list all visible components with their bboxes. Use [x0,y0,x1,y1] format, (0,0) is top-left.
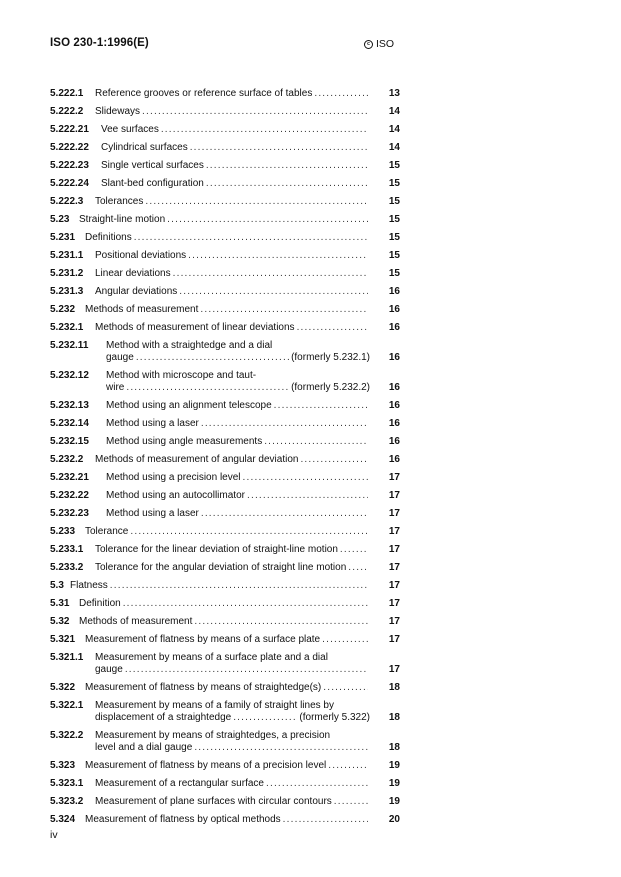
toc-entry [50,760,400,772]
toc-entry-title: Linear deviations [95,268,171,279]
toc-entry-title: Tolerance for the angular deviation of straight line motion [95,562,347,573]
toc-entry [50,814,400,826]
toc-entry-title: Measurement of flatness by means of straightedge(s) [85,682,322,693]
toc-entry-title: Method using a laser [106,418,199,429]
toc-entry-number: 5.222.1 [50,88,84,99]
dot-leader [161,124,368,136]
dot-leader [194,742,368,754]
toc-entry-number: 5.323.1 [50,778,84,789]
toc-entry [50,340,400,364]
toc-entry-number: 5.231.3 [50,286,84,297]
dot-leader [190,142,368,154]
toc-entry [50,322,400,334]
toc-entry-number: 5.3 [50,580,64,591]
toc-entry-page: 14 [388,106,400,117]
toc-entry [50,562,400,574]
toc-entry-number: 5.323 [50,760,76,771]
toc-entry-title: Tolerance for the linear deviation of straight-line motion [95,544,338,555]
toc-entry-page: 15 [388,232,400,243]
toc-entry [50,286,400,298]
toc-entry-page: 14 [388,142,400,153]
dot-leader [314,88,368,100]
toc-entry-number: 5.222.22 [50,142,89,153]
toc-entry-page: 15 [388,160,400,171]
dot-leader [283,814,368,826]
toc-entry [50,544,400,556]
dot-leader [264,436,368,448]
toc-entry-number: 5.322.1 [50,700,84,711]
dot-leader [126,382,289,394]
dot-leader [200,304,368,316]
toc-entry [50,400,400,412]
dot-leader [274,400,368,412]
toc-entry [50,142,400,154]
toc-entry-page: 16 [388,322,400,333]
toc-entry-title: Single vertical surfaces [101,160,204,171]
toc-entry [50,124,400,136]
toc-entry-title-continued: displacement of a straightedge [95,712,232,723]
dot-leader [300,454,368,466]
toc-entry [50,526,400,538]
toc-entry [50,730,400,754]
dot-leader [134,232,368,244]
toc-entry-page: 19 [388,796,400,807]
toc-entry-page: 17 [388,616,400,627]
toc-entry [50,418,400,430]
toc-entry-number: 5.232.1 [50,322,84,333]
toc-entry-page: 16 [388,304,400,315]
dot-leader [328,760,368,772]
toc-entry-page: 19 [388,778,400,789]
toc-entry-number: 5.232 [50,304,76,315]
dot-leader [145,196,368,208]
toc-entry-page: 17 [388,526,400,537]
toc-entry [50,652,400,676]
toc-entry-title-continued: wire [106,382,125,393]
toc-entry-number: 5.233.2 [50,562,84,573]
toc-entry-page: 16 [388,400,400,411]
toc-entry-title: Reference grooves or reference surface of tables [95,88,313,99]
dot-leader [123,598,368,610]
dot-leader [201,508,368,520]
toc-entry [50,490,400,502]
toc-entry-number: 5.232.14 [50,418,89,429]
toc-entry-title: Method with a straightedge and a dial [106,340,273,351]
toc-entry-page: 16 [388,286,400,297]
dot-leader [110,580,368,592]
copyright-notice [364,38,394,50]
toc-entry-title: Method using a laser [106,508,199,519]
toc-entry [50,106,400,118]
toc-entry-page: 17 [388,472,400,483]
toc-entry-title: Definition [79,598,121,609]
toc-entry-number: 5.231 [50,232,76,243]
toc-entry-page: 17 [388,598,400,609]
toc-entry-page: 16 [388,418,400,429]
toc-entry-number: 5.324 [50,814,76,825]
toc-entry-number: 5.232.13 [50,400,89,411]
toc-entry [50,472,400,484]
toc-entry [50,682,400,694]
toc-entry [50,598,400,610]
toc-entry-number: 5.323.2 [50,796,84,807]
toc-entry-title: Measurement by means of a surface plate and a dial [95,652,328,663]
toc-entry-note: (formerly 5.232.2) [291,382,370,393]
toc-entry-number: 5.321 [50,634,76,645]
toc-entry-title: Tolerances [95,196,144,207]
toc-entry-number: 5.232.15 [50,436,89,447]
toc-entry-page: 18 [388,682,400,693]
dot-leader [201,418,368,430]
toc-entry [50,580,400,592]
toc-entry-title: Method using an alignment telescope [106,400,272,411]
toc-entry-page: 20 [388,814,400,825]
dot-leader [266,778,368,790]
toc-entry-page: 16 [388,382,400,393]
toc-entry-number: 5.31 [50,598,70,609]
toc-entry [50,214,400,226]
dot-leader [334,796,368,808]
toc-entry-number: 5.232.23 [50,508,89,519]
toc-entry-number: 5.23 [50,214,70,225]
toc-entry-title: Angular deviations [95,286,178,297]
toc-entry-title: Method using an autocollimator [106,490,245,501]
dot-leader [188,250,368,262]
toc-entry [50,796,400,808]
dot-leader [167,214,368,226]
toc-entry-title: Measurement of flatness by means of a surface plate [85,634,321,645]
copyright-owner: ISO [376,38,395,50]
toc-entry-page: 17 [388,490,400,501]
toc-entry-number: 5.232.21 [50,472,89,483]
toc-entry-page: 15 [388,178,400,189]
toc-entry-number: 5.222.23 [50,160,89,171]
toc-entry-number: 5.232.22 [50,490,89,501]
page-number: iv [50,829,58,841]
dot-leader [233,712,297,724]
dot-leader [206,178,368,190]
toc-entry [50,232,400,244]
toc-entry-number: 5.232.12 [50,370,89,381]
toc-entry-title: Slant-bed configuration [101,178,204,189]
toc-entry-number: 5.32 [50,616,70,627]
toc-entry-title: Straight-line motion [79,214,166,225]
toc-entry [50,268,400,280]
toc-entry-title: Methods of measurement of linear deviations [95,322,295,333]
toc-entry-title: Measurement of a rectangular surface [95,778,264,789]
toc-entry-number: 5.233.1 [50,544,84,555]
toc-entry [50,178,400,190]
toc-entry-note: (formerly 5.232.1) [291,352,370,363]
dot-leader [323,682,368,694]
dot-leader [130,526,368,538]
toc-entry-title: Measurement of flatness by means of a precision level [85,760,327,771]
dot-leader [136,352,289,364]
toc-entry-note: (formerly 5.322) [299,712,370,723]
toc-entry-title-continued: gauge [95,664,123,675]
toc-entry-page: 17 [388,634,400,645]
toc-entry-page: 14 [388,124,400,135]
dot-leader [297,322,368,334]
copyright-icon: c [364,40,373,49]
toc-entry-number: 5.322 [50,682,76,693]
toc-entry-page: 15 [388,268,400,279]
toc-entry-title: Definitions [85,232,132,243]
dot-leader [340,544,368,556]
toc-entry [50,508,400,520]
toc-entry [50,370,400,394]
toc-entry-page: 15 [388,250,400,261]
toc-entry-number: 5.222.2 [50,106,84,117]
document-id: ISO 230-1:1996(E) [50,37,149,49]
toc-entry-page: 18 [388,712,400,723]
toc-entry-title: Positional deviations [95,250,187,261]
toc-entry-page: 17 [388,544,400,555]
toc-entry-page: 16 [388,352,400,363]
toc-entry [50,250,400,262]
toc-entry-title: Slideways [95,106,141,117]
toc-entry [50,616,400,628]
toc-entry [50,160,400,172]
toc-entry [50,700,400,724]
toc-entry-title: Methods of measurement [79,616,193,627]
toc-entry-page: 16 [388,436,400,447]
dot-leader [243,472,368,484]
toc-entry-title: Cylindrical surfaces [101,142,188,153]
toc-entry-title: Vee surfaces [101,124,159,135]
dot-leader [206,160,368,172]
toc-entry [50,196,400,208]
toc-entry-title: Measurement of plane surfaces with circular contours [95,796,332,807]
toc-entry [50,88,400,100]
toc-entry-page: 17 [388,508,400,519]
toc-entry-page: 13 [388,88,400,99]
toc-entry-number: 5.233 [50,526,76,537]
toc-entry-title: Method using angle measurements [106,436,263,447]
toc-entry-title: Tolerance [85,526,129,537]
toc-entry-title: Method using a precision level [106,472,241,483]
toc-entry-title-continued: level and a dial gauge [95,742,193,753]
toc-entry-number: 5.322.2 [50,730,84,741]
toc-entry-number: 5.222.21 [50,124,89,135]
dot-leader [125,664,368,676]
toc-entry [50,304,400,316]
toc-entry [50,454,400,466]
toc-entry-page: 17 [388,580,400,591]
toc-entry-title: Methods of measurement of angular deviation [95,454,299,465]
toc-entry-page: 19 [388,760,400,771]
toc-entry-number: 5.222.3 [50,196,84,207]
toc-entry-number: 5.232.11 [50,340,89,351]
dot-leader [194,616,368,628]
toc-entry-title-continued: gauge [106,352,134,363]
toc-entry-number: 5.222.24 [50,178,89,189]
toc-entry-page: 17 [388,664,400,675]
dot-leader [173,268,368,280]
toc-entry-number: 5.232.2 [50,454,84,465]
toc-entry-title: Measurement of flatness by optical methods [85,814,281,825]
toc-entry-number: 5.231.2 [50,268,84,279]
toc-entry-title: Methods of measurement [85,304,199,315]
toc-entry [50,634,400,646]
toc-entry-page: 15 [388,196,400,207]
toc-entry-page: 17 [388,562,400,573]
toc-entry-title: Measurement by means of a family of straight lines by [95,700,334,711]
toc-entry-page: 16 [388,454,400,465]
toc-entry [50,778,400,790]
toc-entry-number: 5.321.1 [50,652,84,663]
toc-entry-number: 5.231.1 [50,250,84,261]
dot-leader [179,286,368,298]
dot-leader [322,634,368,646]
dot-leader [247,490,368,502]
toc-entry-page: 15 [388,214,400,225]
toc-entry-title: Method with microscope and taut- [106,370,257,381]
toc-entry-page: 18 [388,742,400,753]
toc-entry-title: Measurement by means of straightedges, a precision [95,730,331,741]
dot-leader [348,562,368,574]
toc-entry [50,436,400,448]
toc-entry-title: Flatness [70,580,108,591]
dot-leader [142,106,368,118]
